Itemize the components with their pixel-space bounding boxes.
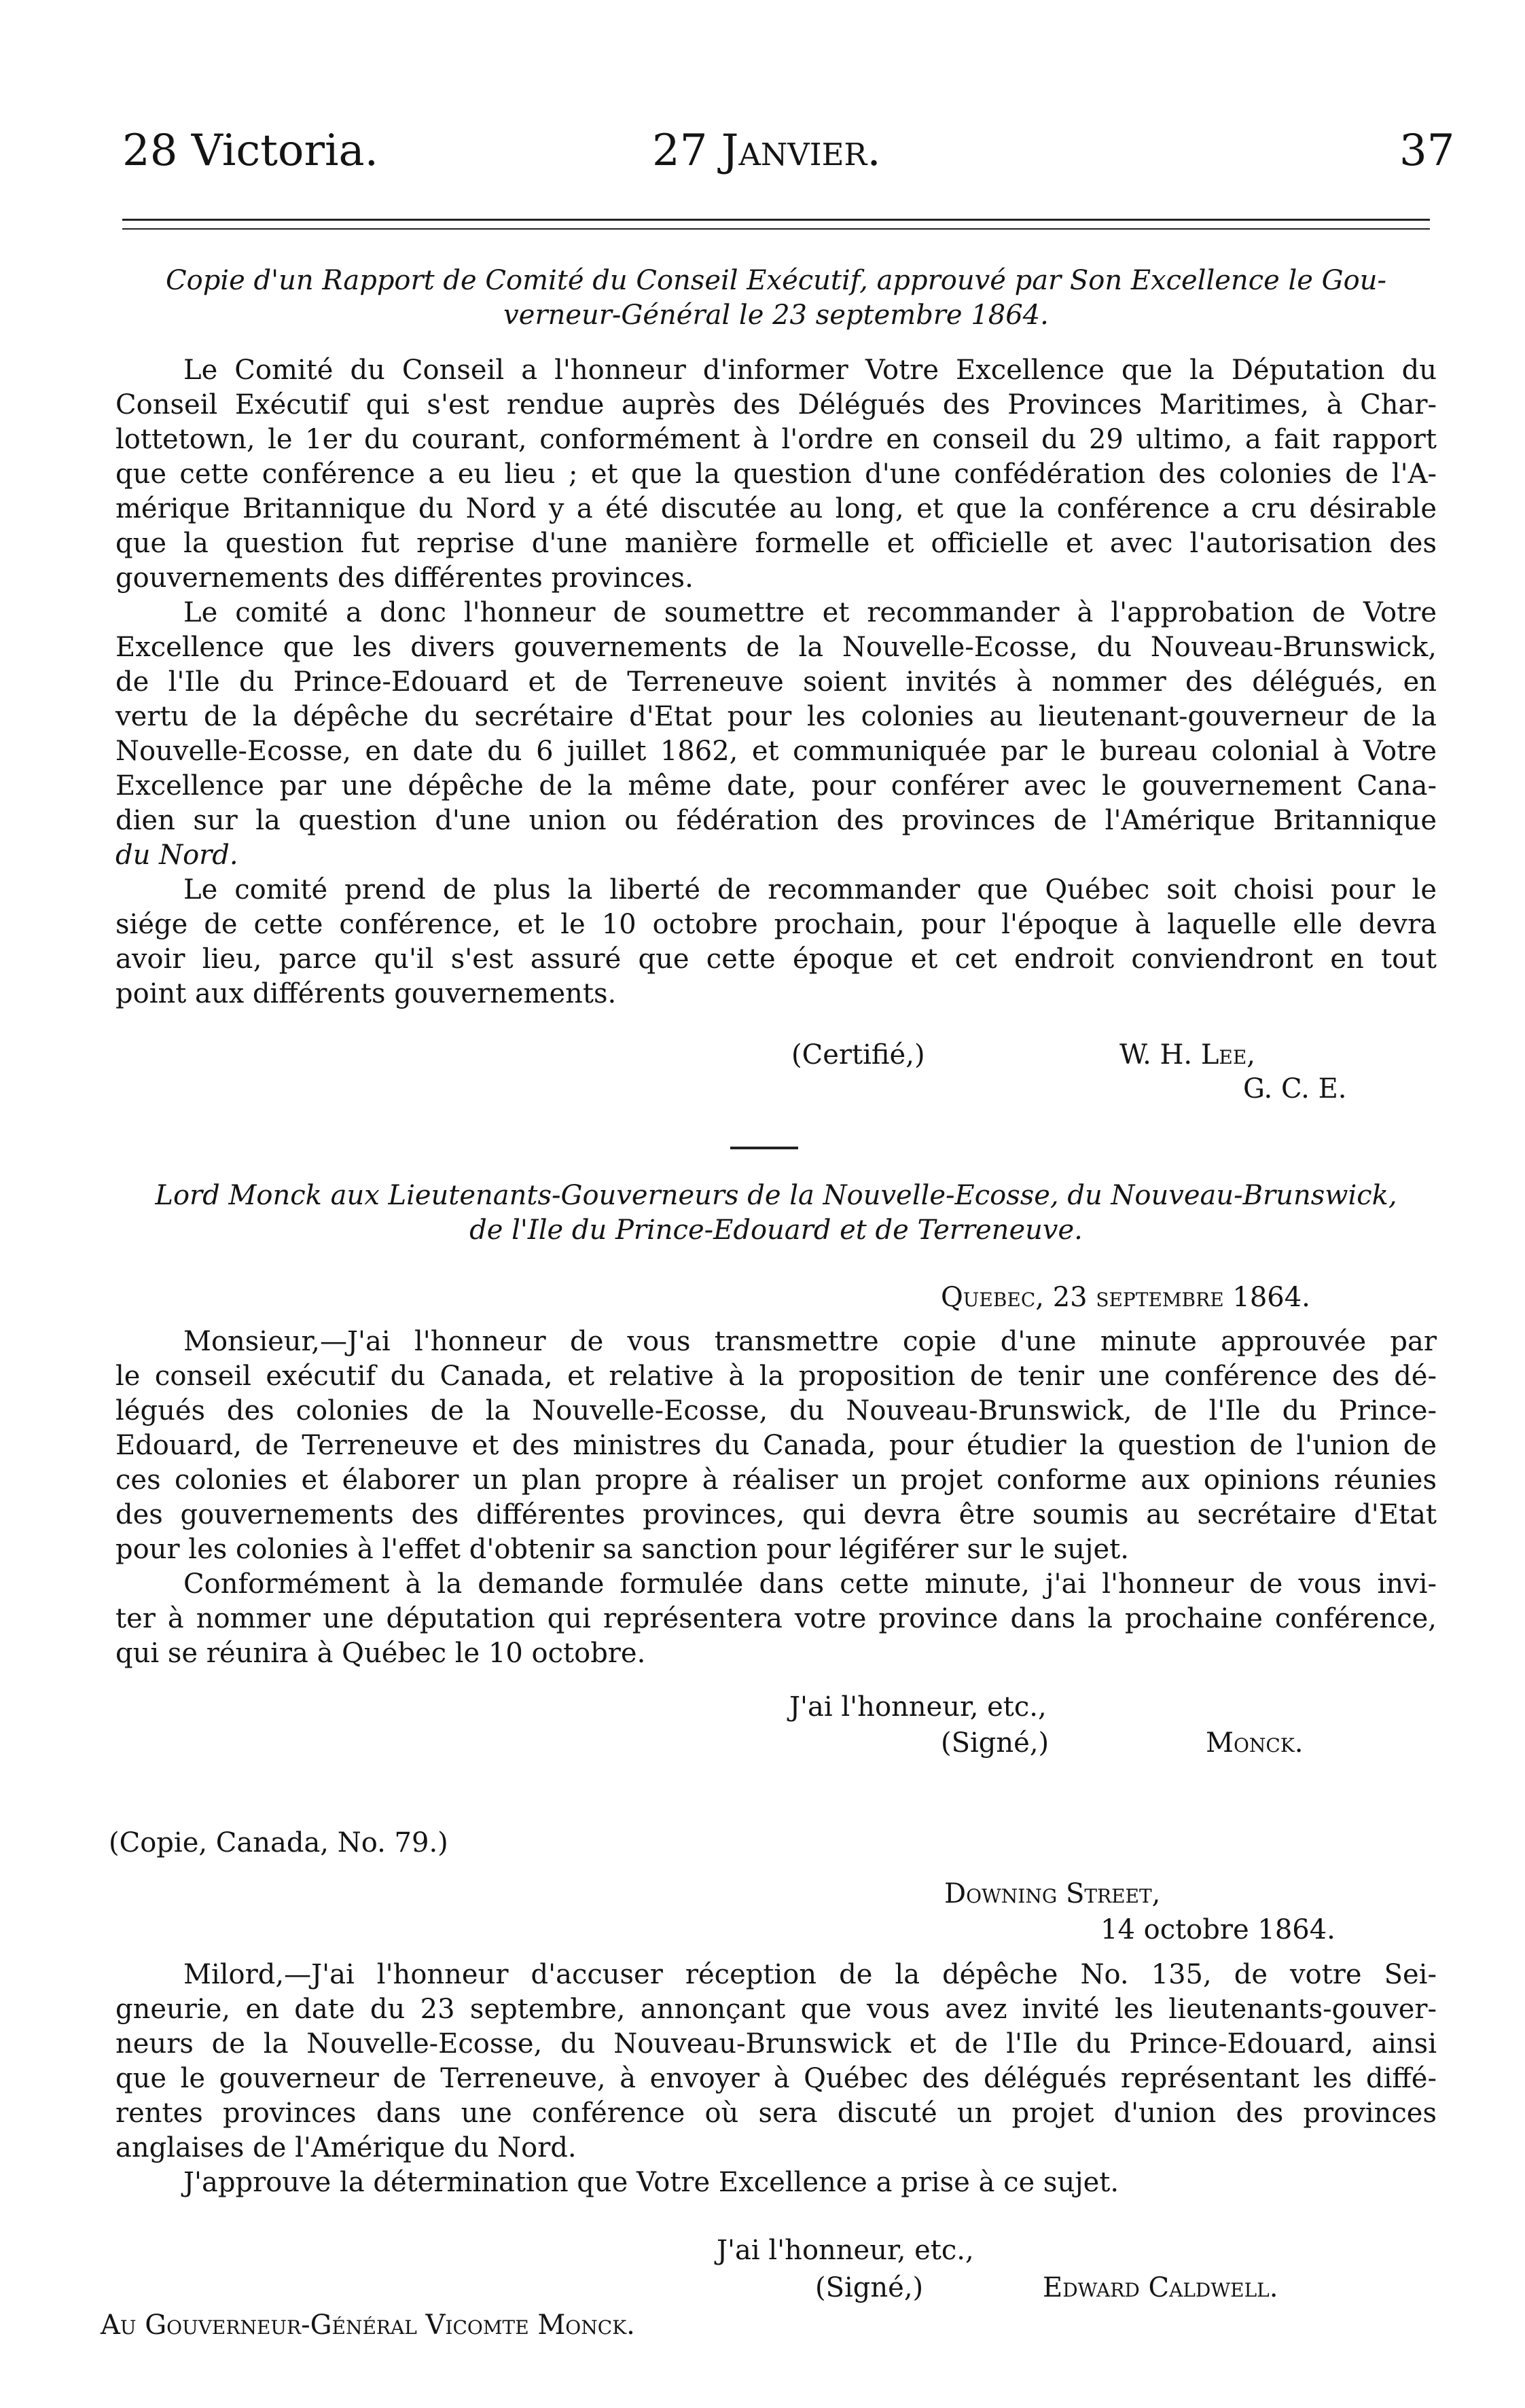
body-line: mérique Britannique du Nord y a été discutée au long, et que la conférence a cru désirable bbox=[115, 493, 1437, 524]
section1-title bbox=[115, 264, 1437, 333]
body-line: Conseil Exécutif qui s'est rendue auprès des Délégués des Provinces Maritimes, à Char- bbox=[115, 389, 1437, 420]
date: 14 octobre 1864. bbox=[1100, 1914, 1335, 1945]
body-line: Excellence par une dépêche de la même date, pour conférer avec le gouvernement Cana- bbox=[115, 770, 1437, 802]
signer-name: Edward Caldwell. bbox=[1043, 2272, 1278, 2303]
body-line: gouvernements des différentes provinces. bbox=[115, 562, 694, 594]
body-line: gneurie, en date du 23 septembre, annonçant que vous avez invité les lieutenants-gouver- bbox=[115, 1994, 1437, 2025]
body-line: que le gouverneur de Terreneuve, à envoyer à Québec des délégués représentant les diffé- bbox=[115, 2063, 1437, 2094]
body-line: lottetown, le 1er du courant, conformément à l'ordre en conseil du 29 ultimo, a fait rapport bbox=[115, 424, 1437, 455]
body-line: que cette conférence a eu lieu ; et que la question d'une confédération des colonies de l'A- bbox=[115, 459, 1437, 490]
page-number: 37 bbox=[1399, 126, 1455, 176]
certified-label: (Certifié,) bbox=[791, 1039, 925, 1071]
body-line: ter à nommer une députation qui représentera votre province dans la prochaine conférence, bbox=[115, 1603, 1437, 1634]
header-left: 28 Victoria. bbox=[122, 126, 378, 176]
body-line: Monsieur,—J'ai l'honneur de vous transmettre copie d'une minute approuvée par bbox=[183, 1326, 1437, 1357]
body-line: pour les colonies à l'effet d'obtenir sa sanction pour légiférer sur le sujet. bbox=[115, 1534, 1129, 1565]
signed-label: (Signé,) bbox=[941, 1727, 1049, 1759]
body-line: le conseil exécutif du Canada, et relative à la proposition de tenir une conférence des dé- bbox=[115, 1361, 1437, 1392]
body-line: dien sur la question d'une union ou fédération des provinces de l'Amérique Britannique bbox=[115, 805, 1437, 836]
body-line: que la question fut reprise d'une manière formelle et officielle et avec l'autorisation des bbox=[115, 528, 1437, 559]
title-line: verneur-Général le 23 septembre 1864. bbox=[503, 300, 1049, 331]
body-line: Le Comité du Conseil a l'honneur d'informer Votre Excellence que la Députation du bbox=[183, 355, 1437, 386]
title-line: Lord Monck aux Lieutenants-Gouverneurs de la Nouvelle-Ecosse, du Nouveau-Brunswick, bbox=[155, 1180, 1397, 1211]
copy-reference: (Copie, Canada, No. 79.) bbox=[109, 1827, 448, 1858]
body-line: du Nord. bbox=[115, 840, 238, 871]
body-line: Milord,—J'ai l'honneur d'accuser réception de la dépêche No. 135, de votre Sei- bbox=[183, 1959, 1437, 1990]
section2-title bbox=[115, 1179, 1437, 1248]
body-line: vertu de la dépêche du secrétaire d'Etat pour les colonies au lieutenant-gouverneur de la bbox=[115, 701, 1437, 732]
title-line: Copie d'un Rapport de Comité du Conseil Exécutif, approuvé par Son Excellence le Gou- bbox=[166, 265, 1386, 296]
dateline: Quebec, 23 septembre 1864. bbox=[941, 1282, 1310, 1313]
body-line: point aux différents gouvernements. bbox=[115, 978, 617, 1009]
body-line: Edouard, de Terreneuve et des ministres du Canada, pour étudier la question de l'union de bbox=[115, 1430, 1437, 1461]
body-line: légués des colonies de la Nouvelle-Ecosse, du Nouveau-Brunswick, de l'Ile du Prince- bbox=[115, 1395, 1437, 1426]
section1-body bbox=[115, 353, 1437, 1011]
body-line: anglaises de l'Amérique du Nord. bbox=[115, 2132, 577, 2163]
body-line: des gouvernements des différentes provinces, qui devra être soumis au secrétaire d'Etat bbox=[115, 1499, 1437, 1530]
signed-label: (Signé,) bbox=[815, 2272, 924, 2303]
header-center: 27 Janvier. bbox=[652, 126, 881, 176]
body-line: avoir lieu, parce qu'il s'est assuré que cette époque et cet endroit conviendront en tout bbox=[115, 944, 1437, 975]
body-line: Conformément à la demande formulée dans cette minute, j'ai l'honneur de vous invi- bbox=[183, 1568, 1437, 1600]
body-line: Nouvelle-Ecosse, en date du 6 juillet 1862, et communiquée par le bureau colonial à Votre bbox=[115, 736, 1437, 767]
header-rule-top bbox=[122, 219, 1430, 221]
signer-name: W. H. Lee, bbox=[1119, 1039, 1256, 1071]
header-rule-bottom bbox=[122, 228, 1430, 230]
signer-name: Monck. bbox=[1206, 1727, 1304, 1759]
body-line: J'approuve la détermination que Votre Excellence a prise à ce sujet. bbox=[183, 2167, 1119, 2198]
signer-title: G. C. E. bbox=[1243, 1073, 1347, 1104]
place: Downing Street, bbox=[944, 1878, 1161, 1909]
body-line: Le comité a donc l'honneur de soumettre et recommander à l'approbation de Votre bbox=[183, 597, 1437, 628]
body-line: Excellence que les divers gouvernements de la Nouvelle-Ecosse, du Nouveau-Brunswick, bbox=[115, 632, 1437, 663]
body-line: ces colonies et élaborer un plan propre à réaliser un projet conforme aux opinions réunies bbox=[115, 1464, 1437, 1496]
body-line: de l'Ile du Prince-Edouard et de Terreneuve soient invités à nommer des délégués, en bbox=[115, 666, 1437, 698]
closing: J'ai l'honneur, etc., bbox=[717, 2235, 974, 2266]
body-line: qui se réunira à Québec le 10 octobre. bbox=[115, 1638, 646, 1669]
closing: J'ai l'honneur, etc., bbox=[789, 1691, 1047, 1723]
body-line: rentes provinces dans une conférence où sera discuté un projet d'union des provinces bbox=[115, 2098, 1437, 2129]
section3-body bbox=[115, 1958, 1437, 2200]
addressee: Au Gouverneur-Général Vicomte Monck. bbox=[101, 2310, 635, 2341]
section-divider bbox=[730, 1147, 798, 1149]
body-line: siége de cette conférence, et le 10 octobre prochain, pour l'époque à laquelle elle devra bbox=[115, 909, 1437, 940]
body-line: neurs de la Nouvelle-Ecosse, du Nouveau-Brunswick et de l'Ile du Prince-Edouard, ainsi bbox=[115, 2028, 1437, 2060]
title-line: de l'Ile du Prince-Edouard et de Terreneuve. bbox=[469, 1215, 1083, 1246]
body-line: Le comité prend de plus la liberté de recommander que Québec soit choisi pour le bbox=[183, 874, 1437, 905]
section2-body bbox=[115, 1325, 1437, 1671]
